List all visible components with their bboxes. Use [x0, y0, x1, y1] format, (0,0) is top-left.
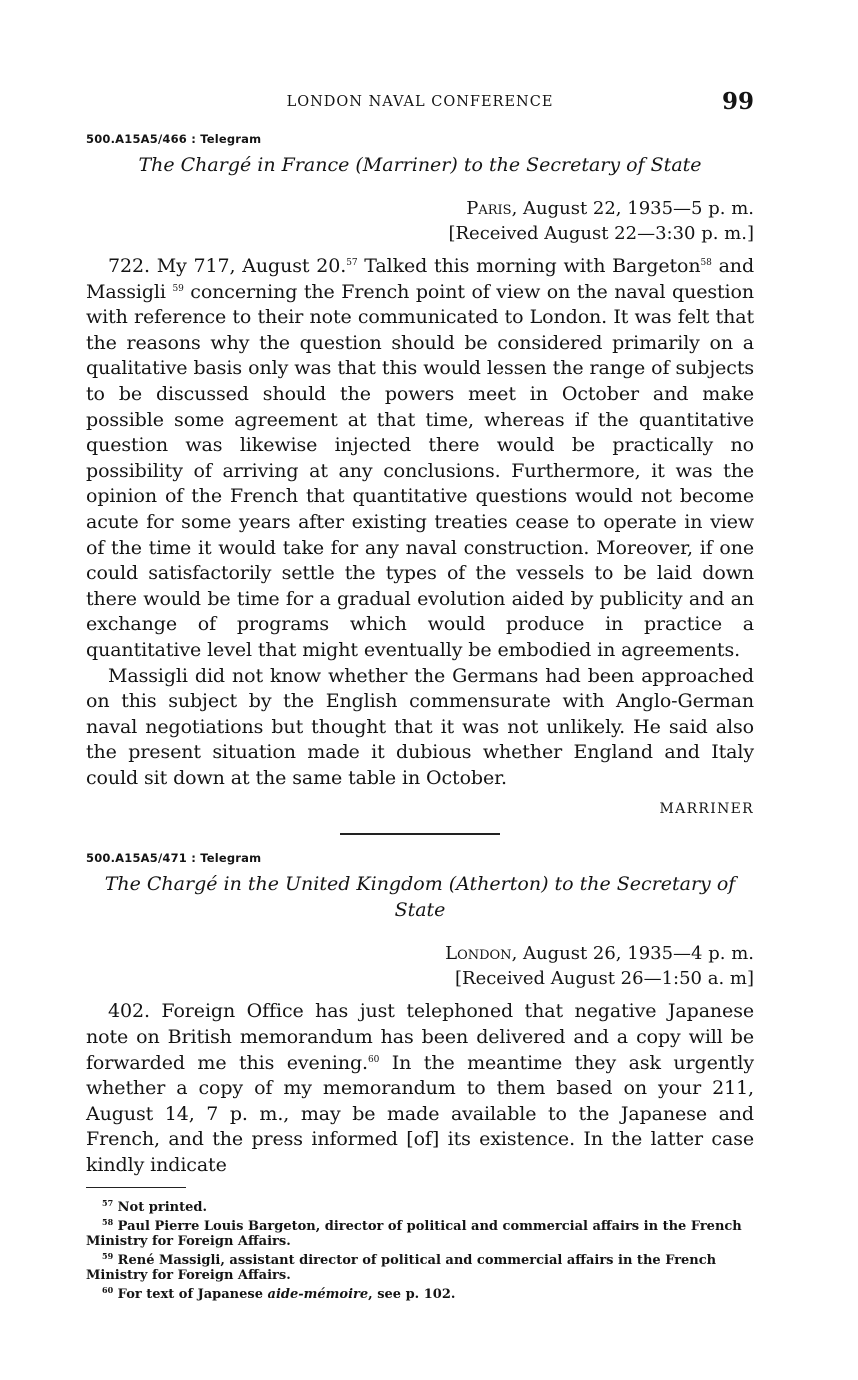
paragraph: [86, 254, 754, 664]
text-run: 402. Foreign Office has just telephoned that negative Japanese note on British memorandum has been delivered and a copy will be forwarded me this evening.: [86, 1000, 754, 1074]
dateline-date: , August 22, 1935—5 p. m.: [511, 198, 754, 219]
paragraph: [86, 999, 754, 1178]
text-run: In the meantime they ask urgently whether a copy of my memorandum to them based on your 211, August 14, 7 p. m., may be made available to the Japanese and French, and the press informed [of] its existence. In the latter case kindly indicate: [86, 1051, 754, 1177]
text-run: and Massigli: [86, 255, 755, 303]
document-page: [86, 88, 754, 1303]
paragraph: Massigli did not know whether the Germans had been approached on this subject by the English commensurate with Anglo-German naval negotiations but thought that it was not unlikely. He said also the present situation made it dubious whether England and Italy could sit down at the same table in October.: [86, 664, 754, 789]
footnote-number: 58: [102, 1217, 114, 1228]
telegram-heading: The Chargé in the United Kingdom (Atherton) to the Secretary of State: [104, 873, 736, 922]
text-run: concerning the French point of view on the naval question with reference to their note communicated to London. It was felt that the reasons why the question should be considered primarily on a qualitative basis only was that this would lessen the range of subjects to be discussed should the powers meet in October and make possible some agreement at that time, whereas if the quantitative question was likewise injected there would be practically no possibility of arriving at any conclusions. Furthermore, it was the opinion of the French that quantitative questions would not become acute for some years after existing treaties cease to operate in view of the time it would take for any naval construction. Moreover, if one could satisfactorily settle the types of the vessels to be laid down there would be time for a gradual evolution aided by publicity and an exchange of programs which would produce in practice a quantitative level that might eventually be embodied in agreements.: [86, 280, 754, 661]
dateline-sent: [86, 196, 754, 221]
dateline: [86, 196, 754, 246]
footnote: [86, 1249, 754, 1283]
footnote-text: Paul Pierre Louis Bargeton, director of political and commercial affairs in the French Ministry for Foreign Affairs.: [86, 1219, 742, 1249]
text-run: 722. My 717, August 20.: [108, 255, 347, 277]
footnote-number: 57: [102, 1197, 114, 1208]
text-run: Talked this morning with Bargeton: [357, 255, 701, 277]
page-number: 99: [721, 88, 754, 115]
telegram-heading: The Chargé in France (Marriner) to the Secretary of State: [138, 154, 702, 176]
footnote-number: 59: [102, 1251, 114, 1262]
footnote: [86, 1215, 754, 1249]
footnote: [86, 1283, 754, 1303]
dateline-received: [Received August 26—1:50 a. m]: [455, 968, 754, 990]
running-header: [86, 88, 754, 122]
footnote-text: For text of Japanese: [117, 1287, 268, 1303]
dateline-place: London: [445, 943, 512, 965]
running-title: LONDON NAVAL CONFERENCE: [286, 94, 554, 110]
signature: MARRINER: [659, 801, 754, 818]
footnote-divider: [86, 1187, 186, 1188]
file-reference: 500.A15A5/471 : Telegram: [86, 851, 262, 866]
footnote-text-italic: aide-mémoire: [267, 1287, 369, 1303]
footnote-text: René Massigli, assistant director of political and commercial affairs in the French Ministry for Foreign Affairs.: [86, 1253, 717, 1283]
dateline-date: , August 26, 1935—4 p. m.: [511, 943, 754, 965]
section-divider: [340, 833, 500, 835]
footnote-number: 60: [102, 1285, 114, 1296]
footnote-ref[interactable]: 60: [367, 1054, 380, 1065]
footnote-text: , see p. 102.: [368, 1287, 456, 1303]
footnote-text: Not printed.: [117, 1199, 207, 1215]
dateline-place: Paris: [466, 198, 512, 219]
dateline: [86, 941, 754, 991]
dateline-sent: [86, 941, 754, 966]
footnote-ref[interactable]: 57: [346, 258, 358, 268]
footnote: [86, 1196, 754, 1216]
footnotes: [86, 1196, 754, 1303]
dateline-received: [Received August 22—3:30 p. m.]: [448, 223, 754, 244]
footnote-ref[interactable]: 59: [172, 283, 184, 294]
file-reference: 500.A15A5/466 : Telegram: [86, 132, 262, 146]
footnote-ref[interactable]: 58: [700, 258, 712, 268]
